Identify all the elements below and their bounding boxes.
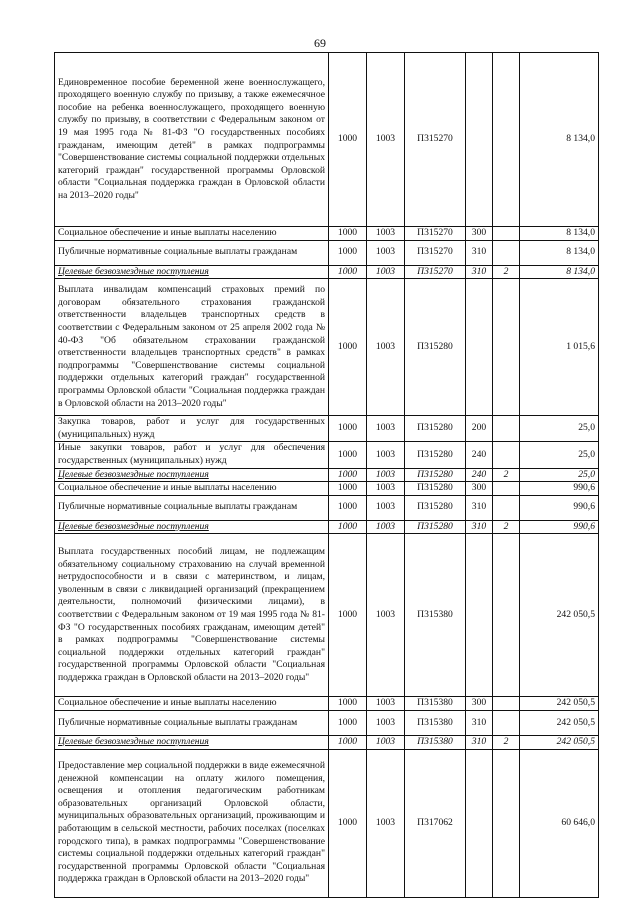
section-code: 1000 (329, 227, 367, 241)
section-code: 1000 (329, 697, 367, 711)
expense-type-code: 300 (466, 697, 493, 711)
source-code (493, 240, 520, 265)
expense-type-code: 310 (466, 240, 493, 265)
source-code (493, 482, 520, 496)
expense-type-code: 240 (466, 442, 493, 468)
source-code: 2 (493, 735, 520, 749)
table-row (55, 534, 599, 697)
target-article-code: П315280 (405, 416, 466, 442)
subsection-code: 1003 (367, 468, 405, 482)
section-code: 1000 (329, 442, 367, 468)
row-description: Целевые безвозмездные поступления (55, 265, 329, 279)
amount: 8 134,0 (520, 265, 599, 279)
table-row (55, 749, 599, 897)
subsection-code: 1003 (367, 710, 405, 735)
expense-type-code: 240 (466, 468, 493, 482)
table-row (55, 520, 599, 534)
table-row (55, 482, 599, 496)
expense-type-code: 310 (466, 520, 493, 534)
row-description: Целевые безвозмездные поступления (55, 735, 329, 749)
table-row (55, 735, 599, 749)
table-row (55, 227, 599, 241)
row-description: Целевые безвозмездные поступления (55, 468, 329, 482)
section-code: 1000 (329, 534, 367, 697)
row-description: Закупка товаров, работ и услуг для государственных (муниципальных) нужд (55, 416, 329, 442)
expense-type-code (466, 749, 493, 897)
expense-type-code: 310 (466, 710, 493, 735)
table-row (55, 468, 599, 482)
table-row (55, 416, 599, 442)
expense-type-code: 300 (466, 482, 493, 496)
row-description: Выплата государственных пособий лицам, не подлежащим обязательному социальному страхованию на случай временной нетрудоспособности и в связи с материнством, и лицам, уволенным в связи с ликвидацией организаций (прекращением деятельности, полномочий физическими лицами), в соответствии с Федеральным законом от 19 мая 1995 года № 81-ФЗ "О государственных пособиях гражданам, имеющим детей" в рамках подпрограммы "Совершенствование системы социальной поддержки отдельных категорий граждан" государственной программы Орловской области "Социальная поддержка граждан в Орловской области на 2013–2020 годы" (55, 534, 329, 697)
subsection-code: 1003 (367, 534, 405, 697)
target-article-code: П315280 (405, 495, 466, 520)
amount: 25,0 (520, 416, 599, 442)
subsection-code: 1003 (367, 495, 405, 520)
source-code (493, 442, 520, 468)
section-code: 1000 (329, 416, 367, 442)
amount: 25,0 (520, 468, 599, 482)
target-article-code: П317062 (405, 749, 466, 897)
expense-type-code: 300 (466, 227, 493, 241)
target-article-code: П315280 (405, 482, 466, 496)
page-number: 69 (314, 36, 326, 50)
source-code (493, 749, 520, 897)
row-description: Предоставление мер социальной поддержки в виде ежемесячной денежной компенсации на оплату жилого помещения, освещения и отопления педагогическим работникам образовательных организаций Орловской области, муниципальных образовательных организаций, проживающим и работающим в сельской местности, рабочих поселках (поселках городского типа), в рамках подпрограммы "Совершенствование системы социальной поддержки отдельных категорий граждан" государственной программы Орловской области "Социальная поддержка граждан в Орловской области на 2013–2020 годы" (55, 749, 329, 897)
table-row (55, 265, 599, 279)
target-article-code: П315270 (405, 227, 466, 241)
source-code (493, 697, 520, 711)
section-code: 1000 (329, 749, 367, 897)
row-description: Социальное обеспечение и иные выплаты населению (55, 482, 329, 496)
expense-type-code: 310 (466, 265, 493, 279)
expense-type-code (466, 534, 493, 697)
subsection-code: 1003 (367, 442, 405, 468)
amount: 8 134,0 (520, 227, 599, 241)
amount: 60 646,0 (520, 749, 599, 897)
row-description: Единовременное пособие беременной жене военнослужащего, проходящего военную службу по призыву, а также ежемесячное пособие на ребенка военнослужащего, проходящего военную службу по призыву, в соответствии с Федеральным законом от 19 мая 1995 года № 81-ФЗ "О государственных пособиях гражданам, имеющим детей" в рамках подпрограммы "Совершенствование системы социальной поддержки отдельных категорий граждан" государственной программы Орловской области "Социальная поддержка граждан в Орловской области на 2013–2020 годы" (55, 53, 329, 227)
row-description: Публичные нормативные социальные выплаты гражданам (55, 495, 329, 520)
table-row (55, 442, 599, 468)
amount: 8 134,0 (520, 240, 599, 265)
subsection-code: 1003 (367, 735, 405, 749)
target-article-code: П315380 (405, 697, 466, 711)
row-description: Социальное обеспечение и иные выплаты населению (55, 697, 329, 711)
source-code (493, 495, 520, 520)
target-article-code: П315270 (405, 53, 466, 227)
amount: 242 050,5 (520, 710, 599, 735)
expense-type-code (466, 279, 493, 416)
source-code (493, 279, 520, 416)
row-description: Социальное обеспечение и иные выплаты населению (55, 227, 329, 241)
source-code (493, 416, 520, 442)
source-code: 2 (493, 468, 520, 482)
table-row (55, 240, 599, 265)
target-article-code: П315380 (405, 710, 466, 735)
subsection-code: 1003 (367, 240, 405, 265)
subsection-code: 1003 (367, 227, 405, 241)
amount: 242 050,5 (520, 735, 599, 749)
subsection-code: 1003 (367, 482, 405, 496)
expense-type-code: 310 (466, 495, 493, 520)
subsection-code: 1003 (367, 279, 405, 416)
section-code: 1000 (329, 240, 367, 265)
budget-table (54, 52, 599, 898)
subsection-code: 1003 (367, 520, 405, 534)
table-row (55, 279, 599, 416)
amount: 25,0 (520, 442, 599, 468)
expense-type-code: 310 (466, 735, 493, 749)
amount: 242 050,5 (520, 697, 599, 711)
table-row (55, 53, 599, 227)
subsection-code: 1003 (367, 53, 405, 227)
subsection-code: 1003 (367, 416, 405, 442)
target-article-code: П315270 (405, 265, 466, 279)
subsection-code: 1003 (367, 265, 405, 279)
row-description: Целевые безвозмездные поступления (55, 520, 329, 534)
source-code: 2 (493, 520, 520, 534)
table-row (55, 495, 599, 520)
target-article-code: П315280 (405, 442, 466, 468)
row-description: Публичные нормативные социальные выплаты гражданам (55, 240, 329, 265)
target-article-code: П315270 (405, 240, 466, 265)
row-description: Иные закупки товаров, работ и услуг для обеспечения государственных (муниципальных) нужд (55, 442, 329, 468)
section-code: 1000 (329, 279, 367, 416)
subsection-code: 1003 (367, 749, 405, 897)
amount: 8 134,0 (520, 53, 599, 227)
source-code (493, 227, 520, 241)
source-code (493, 534, 520, 697)
expense-type-code (466, 53, 493, 227)
target-article-code: П315280 (405, 468, 466, 482)
source-code: 2 (493, 265, 520, 279)
source-code (493, 710, 520, 735)
target-article-code: П315380 (405, 735, 466, 749)
amount: 990,6 (520, 495, 599, 520)
section-code: 1000 (329, 735, 367, 749)
expense-type-code: 200 (466, 416, 493, 442)
section-code: 1000 (329, 468, 367, 482)
row-description: Выплата инвалидам компенсаций страховых премий по договорам обязательного страхования гражданской ответственности владельцев транспортных средств в соответствии с Федеральным законом от 25 апреля 2002 года № 40-ФЗ "Об обязательном страховании гражданской ответственности владельцев транспортных средств" в рамках подпрограммы "Совершенствование системы социальной поддержки отдельных категорий граждан" государственной программы Орловской области "Социальная поддержка граждан в Орловской области на 2013–2020 годы" (55, 279, 329, 416)
section-code: 1000 (329, 495, 367, 520)
amount: 1 015,6 (520, 279, 599, 416)
section-code: 1000 (329, 520, 367, 534)
section-code: 1000 (329, 265, 367, 279)
table-row (55, 697, 599, 711)
section-code: 1000 (329, 710, 367, 735)
amount: 990,6 (520, 482, 599, 496)
source-code (493, 53, 520, 227)
amount: 990,6 (520, 520, 599, 534)
amount: 242 050,5 (520, 534, 599, 697)
target-article-code: П315380 (405, 534, 466, 697)
section-code: 1000 (329, 53, 367, 227)
subsection-code: 1003 (367, 697, 405, 711)
section-code: 1000 (329, 482, 367, 496)
target-article-code: П315280 (405, 520, 466, 534)
row-description: Публичные нормативные социальные выплаты гражданам (55, 710, 329, 735)
target-article-code: П315280 (405, 279, 466, 416)
table-row (55, 710, 599, 735)
